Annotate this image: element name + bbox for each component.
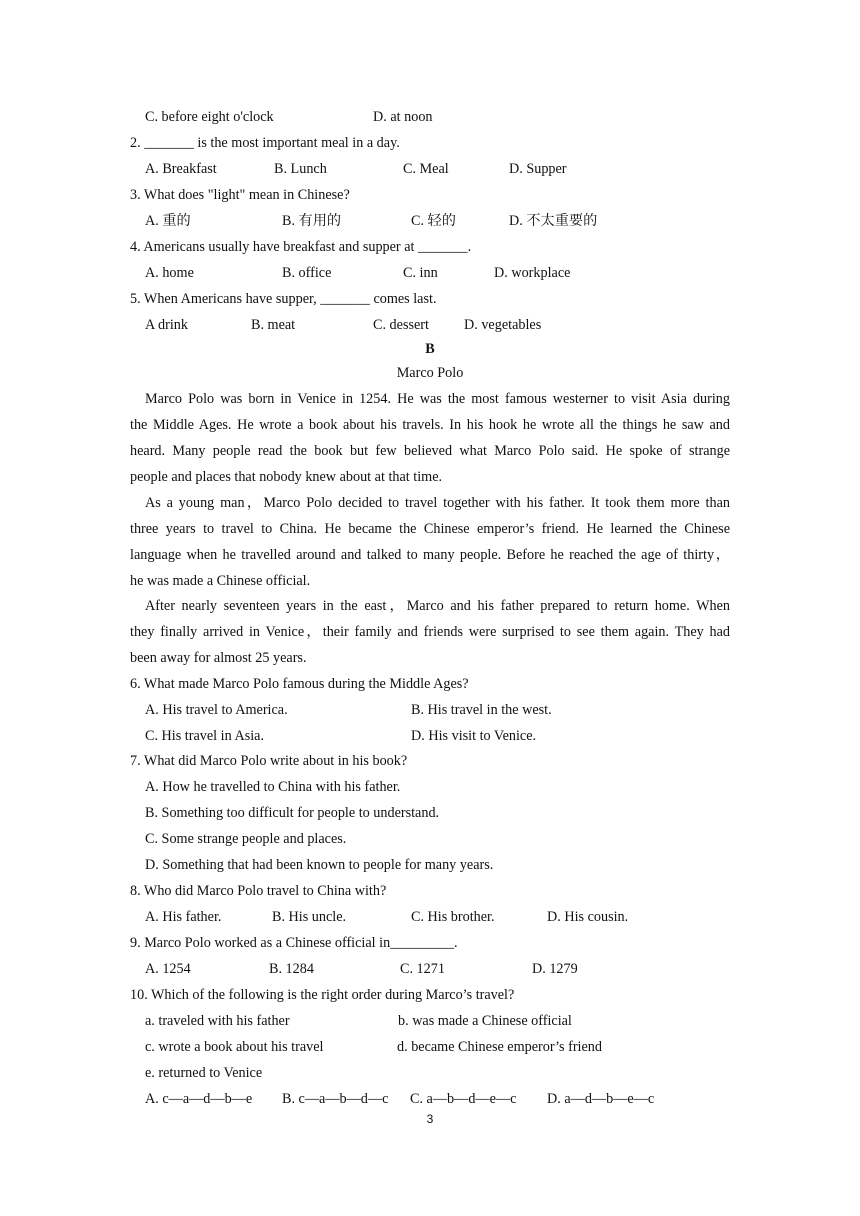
passage-line: been away for almost 25 years. bbox=[130, 650, 307, 666]
page-number: 3 bbox=[426, 1112, 434, 1126]
q6-option-b: B. His travel in the west. bbox=[411, 702, 552, 718]
q6-option-a: A. His travel to America. bbox=[145, 702, 288, 718]
passage-line: he was made a Chinese official. bbox=[130, 573, 311, 589]
q10-event-a: a. traveled with his father bbox=[145, 1013, 290, 1029]
q5-option-c: C. dessert bbox=[373, 317, 429, 333]
q8-option-d: D. His cousin. bbox=[547, 909, 629, 925]
q8-option-c: C. His brother. bbox=[411, 909, 495, 925]
option-c: C. before eight o'clock bbox=[145, 109, 274, 125]
q10-option-d: D. a—d—b—e—c bbox=[547, 1091, 655, 1107]
q10-event-b: b. was made a Chinese official bbox=[398, 1013, 572, 1029]
q3-option-b: B. 有用的 bbox=[282, 213, 342, 229]
question-5: 5. When Americans have supper, _______ comes last. bbox=[130, 291, 437, 307]
q10-option-a: A. c—a—d—b—e bbox=[145, 1091, 253, 1107]
q4-option-a: A. home bbox=[145, 265, 194, 281]
q8-option-a: A. His father. bbox=[145, 909, 222, 925]
q9-option-a: A. 1254 bbox=[145, 961, 191, 977]
question-9: 9. Marco Polo worked as a Chinese official in_________. bbox=[130, 935, 458, 951]
question-8: 8. Who did Marco Polo travel to China with? bbox=[130, 883, 387, 899]
q5-option-d: D. vegetables bbox=[464, 317, 542, 333]
passage-line: they finally arrived in Venice，their family and friends were surprised to see them again. They had bbox=[130, 624, 730, 640]
q4-option-b: B. office bbox=[282, 265, 332, 281]
question-2: 2. _______ is the most important meal in a day. bbox=[130, 135, 400, 151]
q9-option-b: B. 1284 bbox=[269, 961, 314, 977]
q10-option-c: C. a—b—d—e—c bbox=[410, 1091, 517, 1107]
q7-option-a: A. How he travelled to China with his father. bbox=[145, 779, 401, 795]
question-4: 4. Americans usually have breakfast and supper at _______. bbox=[130, 239, 472, 255]
q10-event-d: d. became Chinese emperor’s friend bbox=[397, 1039, 602, 1055]
passage-line: language when he travelled around and talked to many people. Before he reached the age of thirty， bbox=[130, 547, 730, 563]
question-3: 3. What does "light" mean in Chinese? bbox=[130, 187, 350, 203]
q2-option-a: A. Breakfast bbox=[145, 161, 217, 177]
q4-option-c: C. inn bbox=[403, 265, 438, 281]
passage-line: the Middle Ages. He wrote a book about his travels. In his hook he wrote all the things he saw and bbox=[130, 417, 730, 433]
q3-option-c: C. 轻的 bbox=[411, 213, 456, 229]
q9-option-c: C. 1271 bbox=[400, 961, 445, 977]
q7-option-c: C. Some strange people and places. bbox=[145, 831, 347, 847]
option-d: D. at noon bbox=[373, 109, 433, 125]
q7-option-b: B. Something too difficult for people to understand. bbox=[145, 805, 440, 821]
q9-option-d: D. 1279 bbox=[532, 961, 578, 977]
q8-option-b: B. His uncle. bbox=[272, 909, 347, 925]
question-7: 7. What did Marco Polo write about in his book? bbox=[130, 753, 408, 769]
question-10: 10. Which of the following is the right order during Marco’s travel? bbox=[130, 987, 515, 1003]
q3-option-d: D. 不太重要的 bbox=[509, 213, 598, 229]
q6-option-d: D. His visit to Venice. bbox=[411, 728, 537, 744]
passage-title: Marco Polo bbox=[396, 365, 464, 381]
passage-line: heard. Many people read the book but few believed what Marco Polo said. He spoke of strange bbox=[130, 443, 730, 459]
q2-option-b: B. Lunch bbox=[274, 161, 327, 177]
q2-option-c: C. Meal bbox=[403, 161, 449, 177]
question-6: 6. What made Marco Polo famous during the Middle Ages? bbox=[130, 676, 469, 692]
q10-event-c: c. wrote a book about his travel bbox=[145, 1039, 324, 1055]
passage-line: Marco Polo was born in Venice in 1254. He was the most famous westerner to visit Asia during bbox=[145, 391, 730, 407]
q7-option-d: D. Something that had been known to people for many years. bbox=[145, 857, 494, 873]
q10-option-b: B. c—a—b—d—c bbox=[282, 1091, 389, 1107]
q6-option-c: C. His travel in Asia. bbox=[145, 728, 265, 744]
passage-line: After nearly seventeen years in the east，Marco and his father prepared to return home. When bbox=[145, 598, 730, 614]
q2-option-d: D. Supper bbox=[509, 161, 567, 177]
passage-line: three years to travel to China. He became the Chinese emperor’s friend. He learned the Chinese bbox=[130, 521, 730, 537]
q3-option-a: A. 重的 bbox=[145, 213, 191, 229]
passage-line: people and places that nobody knew about at that time. bbox=[130, 469, 443, 485]
q5-option-b: B. meat bbox=[251, 317, 296, 333]
passage-line: As a young man，Marco Polo decided to travel together with his father. It took them more than bbox=[145, 495, 730, 511]
q10-event-e: e. returned to Venice bbox=[145, 1065, 263, 1081]
section-label: B bbox=[425, 341, 435, 357]
q5-option-a: A drink bbox=[145, 317, 188, 333]
q4-option-d: D. workplace bbox=[494, 265, 571, 281]
